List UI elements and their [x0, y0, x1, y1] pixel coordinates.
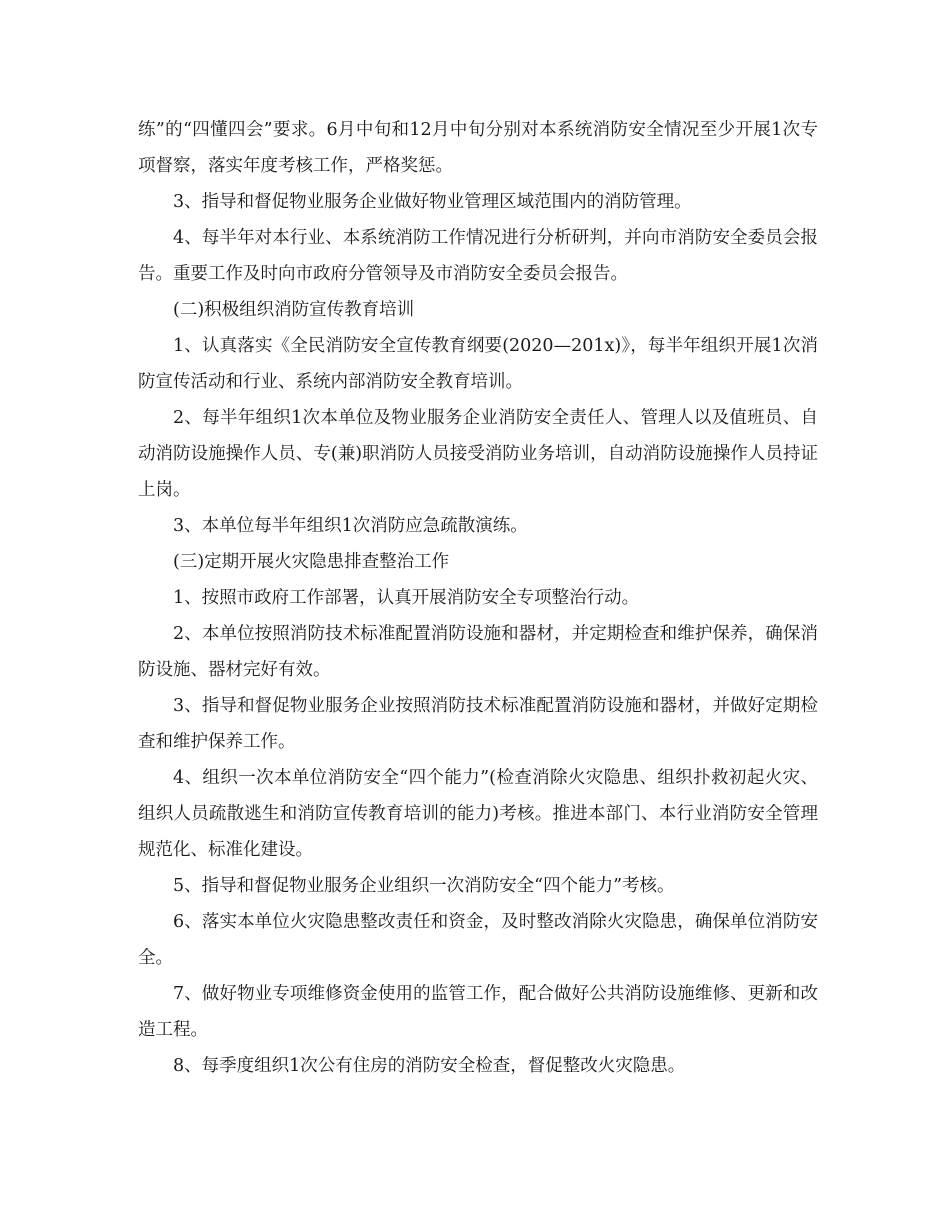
document-body [138, 112, 818, 1084]
paragraph-13: 5、指导和督促物业服务企业组织一次消防安全“四个能力”考核。 [173, 876, 675, 896]
paragraph-3: 4、每半年对本行业、本系统消防工作情况进行分析研判，并向市消防安全委员会报告。重要工作及时向市政府分管领导及市消防安全委员会报告。 [138, 228, 818, 284]
paragraph-1: 练”的“四懂四会”要求。6月中旬和12月中旬分别对本系统消防安全情况至少开展1次专项督察，落实年度考核工作，严格奖惩。 [138, 120, 818, 176]
paragraph-5: 1、认真落实《全民消防安全宣传教育纲要(2020—201x)》，每半年组织开展1次消防宣传活动和行业、系统内部消防安全教育培训。 [138, 336, 818, 392]
section-heading-3: (三)定期开展火灾隐患排查整治工作 [173, 552, 450, 572]
section-heading-2: (二)积极组织消防宣传教育培训 [173, 300, 415, 320]
paragraph-15: 7、做好物业专项维修资金使用的监管工作，配合做好公共消防设施维修、更新和改造工程。 [138, 984, 818, 1040]
paragraph-12: 4、组织一次本单位消防安全“四个能力”(检查消除火灾隐患、组织扑救初起火灾、组织人员疏散逃生和消防宣传教育培训的能力)考核。推进本部门、本行业消防安全管理规范化、标准化建设。 [138, 768, 818, 860]
paragraph-14: 6、落实本单位火灾隐患整改责任和资金，及时整改消除火灾隐患，确保单位消防安全。 [138, 912, 818, 968]
paragraph-6: 2、每半年组织1次本单位及物业服务企业消防安全责任人、管理人以及值班员、自动消防设施操作人员、专(兼)职消防人员接受消防业务培训，自动消防设施操作人员持证上岗。 [138, 408, 818, 500]
paragraph-9: 1、按照市政府工作部署，认真开展消防安全专项整治行动。 [173, 588, 640, 608]
paragraph-16: 8、每季度组织1次公有住房的消防安全检查，督促整改火灾隐患。 [173, 1056, 686, 1076]
paragraph-2: 3、指导和督促物业服务企业做好物业管理区域范围内的消防管理。 [173, 192, 692, 212]
paragraph-11: 3、指导和督促物业服务企业按照消防技术标准配置消防设施和器材，并做好定期检查和维护保养工作。 [138, 696, 818, 752]
paragraph-7: 3、本单位每半年组织1次消防应急疏散演练。 [173, 516, 528, 536]
paragraph-10: 2、本单位按照消防技术标准配置消防设施和器材，并定期检查和维护保养，确保消防设施、器材完好有效。 [138, 624, 818, 680]
